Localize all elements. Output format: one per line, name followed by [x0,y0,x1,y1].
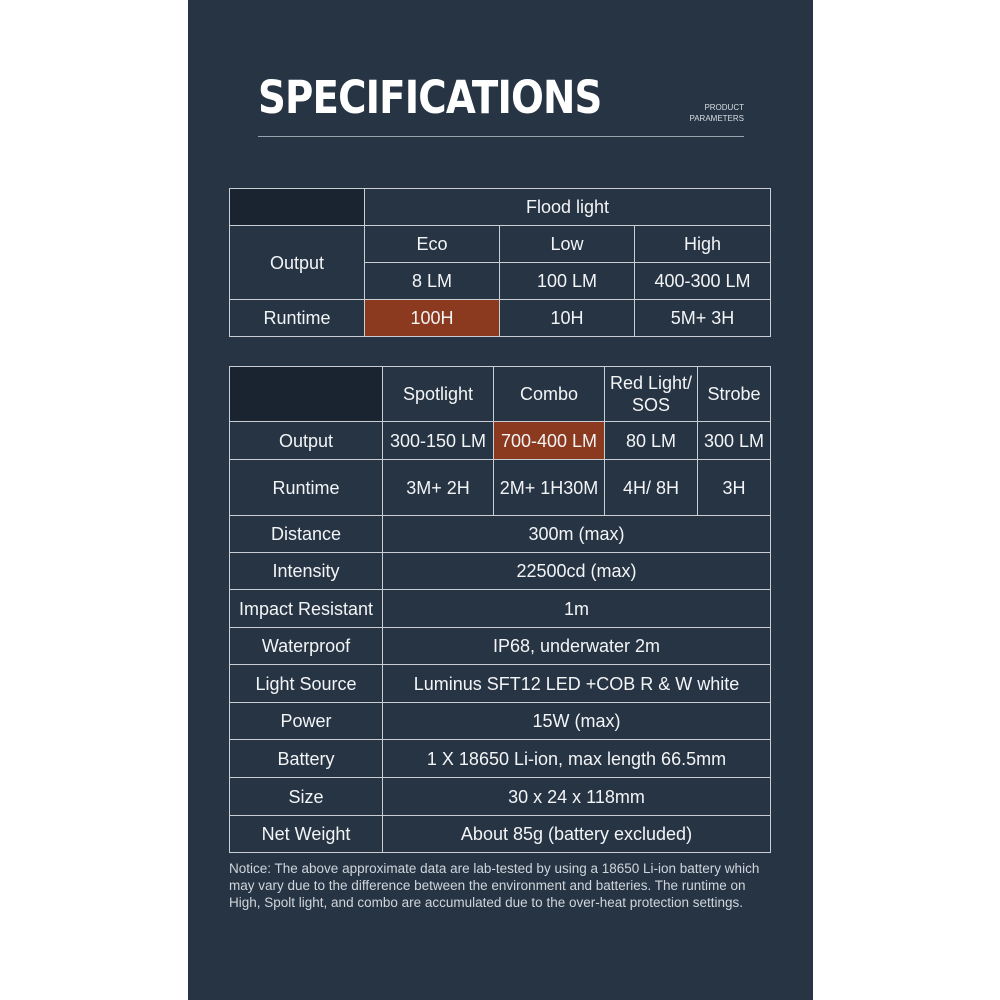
output-value-eco: 8 LM [365,263,500,300]
output-label: Output [230,226,365,300]
distance-value: 300m (max) [383,516,771,553]
table-row [230,300,771,337]
intensity-label: Intensity [230,553,383,590]
table-row [230,226,771,263]
runtime-label: Runtime [230,460,383,516]
size-value: 30 x 24 x 118mm [383,778,771,816]
table-row [230,516,771,553]
runtime-value-red-light-sos: 4H/ 8H [605,460,698,516]
mode-red-light-sos: Red Light/ SOS [605,367,698,422]
mode-high: High [635,226,771,263]
table-row [230,460,771,516]
table-row [230,703,771,740]
mode-spotlight: Spotlight [383,367,494,422]
battery-value: 1 X 18650 Li-ion, max length 66.5mm [383,740,771,778]
page-subtitle [689,102,744,124]
waterproof-value: IP68, underwater 2m [383,628,771,665]
table-row [230,740,771,778]
output-value-low: 100 LM [500,263,635,300]
impact-resistant-value: 1m [383,590,771,628]
table-row [230,553,771,590]
runtime-label: Runtime [230,300,365,337]
table-row [230,816,771,853]
output-value-combo: 700-400 LM [494,422,605,460]
output-label: Output [230,422,383,460]
net-weight-label: Net Weight [230,816,383,853]
table-row [230,778,771,816]
table-row [230,665,771,703]
net-weight-value: About 85g (battery excluded) [383,816,771,853]
waterproof-label: Waterproof [230,628,383,665]
table-row [230,628,771,665]
table-row [230,590,771,628]
output-value-high: 400-300 LM [635,263,771,300]
power-label: Power [230,703,383,740]
table-row [230,367,771,422]
mode-low: Low [500,226,635,263]
size-label: Size [230,778,383,816]
flood-light-header: Flood light [365,189,771,226]
output-value-spotlight: 300-150 LM [383,422,494,460]
impact-resistant-label: Impact Resistant [230,590,383,628]
mode-combo: Combo [494,367,605,422]
table-row [230,189,771,226]
output-value-red-light-sos: 80 LM [605,422,698,460]
runtime-value-low: 10H [500,300,635,337]
title-divider [258,136,744,137]
subtitle-line-1: PRODUCT [704,103,744,112]
spec-panel [188,0,813,1000]
output-value-strobe: 300 LM [698,422,771,460]
intensity-value: 22500cd (max) [383,553,771,590]
battery-label: Battery [230,740,383,778]
empty-header-cell [230,367,383,422]
distance-label: Distance [230,516,383,553]
runtime-value-spotlight: 3M+ 2H [383,460,494,516]
mode-strobe: Strobe [698,367,771,422]
subtitle-line-2: PARAMETERS [689,114,744,123]
light-source-label: Light Source [230,665,383,703]
runtime-value-eco: 100H [365,300,500,337]
power-value: 15W (max) [383,703,771,740]
notice-text: Notice: The above approximate data are lab-tested by using a 18650 Li-ion battery which may vary due to the difference between the environment and batteries. The runtime on High, Spolt light, and combo are accumulated due to the over-heat protection settings. [229,861,760,910]
runtime-value-high: 5M+ 3H [635,300,771,337]
mode-eco: Eco [365,226,500,263]
table-row [230,422,771,460]
spotlight-table [229,366,771,853]
runtime-value-strobe: 3H [698,460,771,516]
light-source-value: Luminus SFT12 LED +COB R & W white [383,665,771,703]
page-title: SPECIFICATIONS [258,71,602,124]
empty-header-cell [230,189,365,226]
runtime-value-combo: 2M+ 1H30M [494,460,605,516]
flood-light-table [229,188,771,337]
